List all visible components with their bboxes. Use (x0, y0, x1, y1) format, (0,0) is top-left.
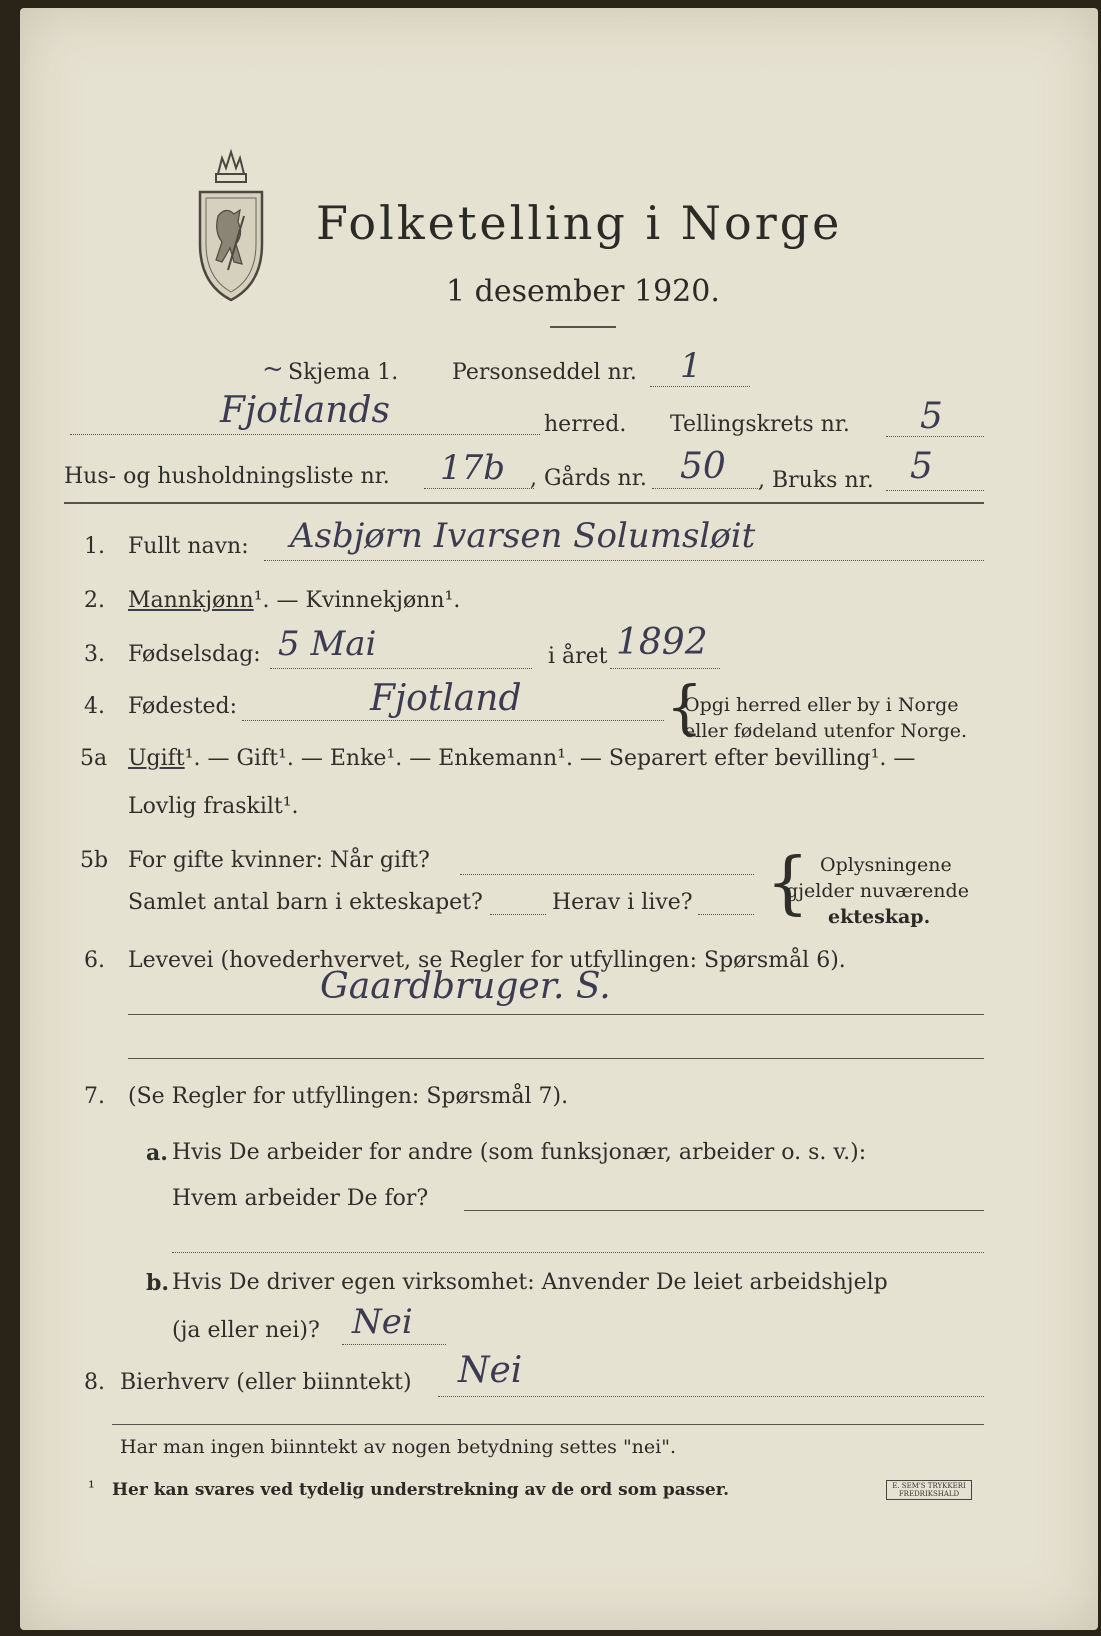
form-title: Folketelling i Norge (316, 196, 843, 250)
q5b-brace: { (766, 844, 810, 923)
q3-year-line (610, 668, 720, 669)
q8-label: Bierhverv (eller biinntekt) (120, 1370, 412, 1395)
footnote-mark: ¹ (88, 1478, 95, 1498)
stamp-line2: FREDRIKSHALD (898, 1490, 960, 1498)
q5b-number: 5b (80, 848, 109, 873)
q7b-letter: b. (146, 1270, 170, 1296)
q5a-ugift: Ugift (128, 746, 185, 771)
footnote-text: Her kan svares ved tydelig understrekning av de ord som passer. (112, 1480, 730, 1500)
husliste-label: Hus- og husholdningsliste nr. (64, 464, 390, 489)
q6-line1 (128, 1014, 984, 1015)
q4-note-line1: Opgi herred eller by i Norge (684, 694, 959, 716)
q7b-line (342, 1344, 446, 1345)
q3-year-value: 1892 (616, 622, 708, 663)
form-date: 1 desember 1920. (446, 274, 720, 309)
gaards-line (652, 488, 760, 489)
q4-line (242, 720, 664, 721)
q4-label: Fødested: (128, 694, 238, 719)
husliste-line (424, 488, 534, 489)
personseddel-label: Personseddel nr. (452, 360, 637, 385)
q7a-line1 (464, 1210, 984, 1211)
q5a-number: 5a (80, 746, 108, 771)
q5b-when-line (460, 874, 754, 875)
census-form (20, 8, 1098, 1630)
handwritten-mark: ~ (262, 354, 284, 384)
q1-line (264, 560, 984, 561)
q8-line (438, 1396, 984, 1397)
q1-number: 1. (84, 534, 105, 559)
q8-value: Nei (458, 1350, 523, 1391)
bruks-value: 5 (910, 446, 933, 487)
footer-divider (112, 1424, 984, 1425)
q6-line2 (128, 1058, 984, 1059)
q6-number: 6. (84, 948, 105, 973)
q2-number: 2. (84, 588, 105, 613)
q4-brace: { (666, 673, 703, 741)
q5a-options: Ugift¹. — Gift¹. — Enke¹. — Enkemann¹. — Separert efter bevilling¹. — (128, 746, 916, 771)
bruks-label: , Bruks nr. (758, 468, 874, 493)
q3-value: 5 Mai (278, 624, 377, 664)
q2-end: . (453, 588, 461, 613)
q2-sep: . — (262, 588, 306, 613)
q2-mann: Mannkjønn (128, 588, 254, 613)
q5a-rest: . — Gift¹. — Enke¹. — Enkemann¹. — Separert efter bevilling¹. — (193, 746, 916, 771)
q6-value: Gaardbruger. S. (320, 966, 611, 1007)
q5b-note-line3: ekteskap. (828, 906, 931, 928)
q8-number: 8. (84, 1370, 105, 1395)
herred-label: herred. (544, 412, 627, 437)
q1-value: Asbjørn Ivarsen Solumsløit (290, 516, 756, 556)
q6-label: Levevei (hovederhvervet, se Regler for utfyllingen: Spørsmål 6). (128, 948, 846, 973)
q7b-label1: Hvis De driver egen virksomhet: Anvender De leiet arbeidshjelp (172, 1270, 888, 1295)
husliste-value: 17b (440, 448, 506, 488)
q5b-alive-line (698, 914, 754, 915)
q7-label: (Se Regler for utfyllingen: Spørsmål 7). (128, 1084, 569, 1109)
q5b-label-alive: Herav i live? (552, 890, 693, 915)
q4-note-line2: eller fødeland utenfor Norge. (684, 720, 968, 742)
q7a-letter: a. (146, 1140, 168, 1166)
footer-note: Har man ingen biinntekt av nogen betydning settes "nei". (120, 1436, 677, 1458)
q5b-children-line (490, 914, 546, 915)
herred-value: Fjotlands (220, 390, 390, 431)
q3-label: Fødselsdag: (128, 642, 261, 667)
q5b-label-children: Samlet antal barn i ekteskapet? (128, 890, 483, 915)
title-rule (550, 326, 616, 328)
q7a-line2 (172, 1252, 984, 1253)
q7-number: 7. (84, 1084, 105, 1109)
stamp-line1: E. SEM'S TRYKKERI (892, 1482, 966, 1490)
q3-number: 3. (84, 642, 105, 667)
q2-kvinne: Kvinnekjønn (305, 588, 445, 613)
herred-line (70, 434, 540, 435)
q7a-label2: Hvem arbeider De for? (172, 1186, 429, 1211)
q5a-line2: Lovlig fraskilt¹. (128, 794, 299, 819)
personseddel-line (650, 386, 750, 387)
q7a-label1: Hvis De arbeider for andre (som funksjonær, arbeider o. s. v.): (172, 1140, 867, 1165)
gaards-label: , Gårds nr. (530, 466, 647, 491)
q7b-value: Nei (352, 1302, 413, 1342)
q4-value: Fjotland (370, 678, 522, 719)
header-divider (64, 502, 984, 504)
q7b-label2: (ja eller nei)? (172, 1318, 320, 1343)
norway-coat-of-arms-icon (188, 144, 274, 304)
q3-line (270, 668, 532, 669)
q4-number: 4. (84, 694, 105, 719)
skjema-label: Skjema 1. (288, 360, 399, 385)
q5b-note-line2: gjelder nuværende (786, 880, 969, 902)
q2-options: Mannkjønn¹. — Kvinnekjønn¹. (128, 588, 461, 613)
q5b-note-line1: Oplysningene (820, 854, 952, 876)
tellingskrets-value: 5 (920, 396, 943, 437)
personseddel-value: 1 (680, 346, 702, 386)
gaards-value: 50 (680, 446, 726, 487)
printer-stamp (886, 1480, 972, 1500)
bruks-line (886, 490, 984, 491)
q3-year-label: i året (548, 644, 608, 669)
tellingskrets-label: Tellingskrets nr. (670, 412, 850, 437)
q1-label: Fullt navn: (128, 534, 249, 559)
q5b-label-when: For gifte kvinner: Når gift? (128, 848, 430, 873)
